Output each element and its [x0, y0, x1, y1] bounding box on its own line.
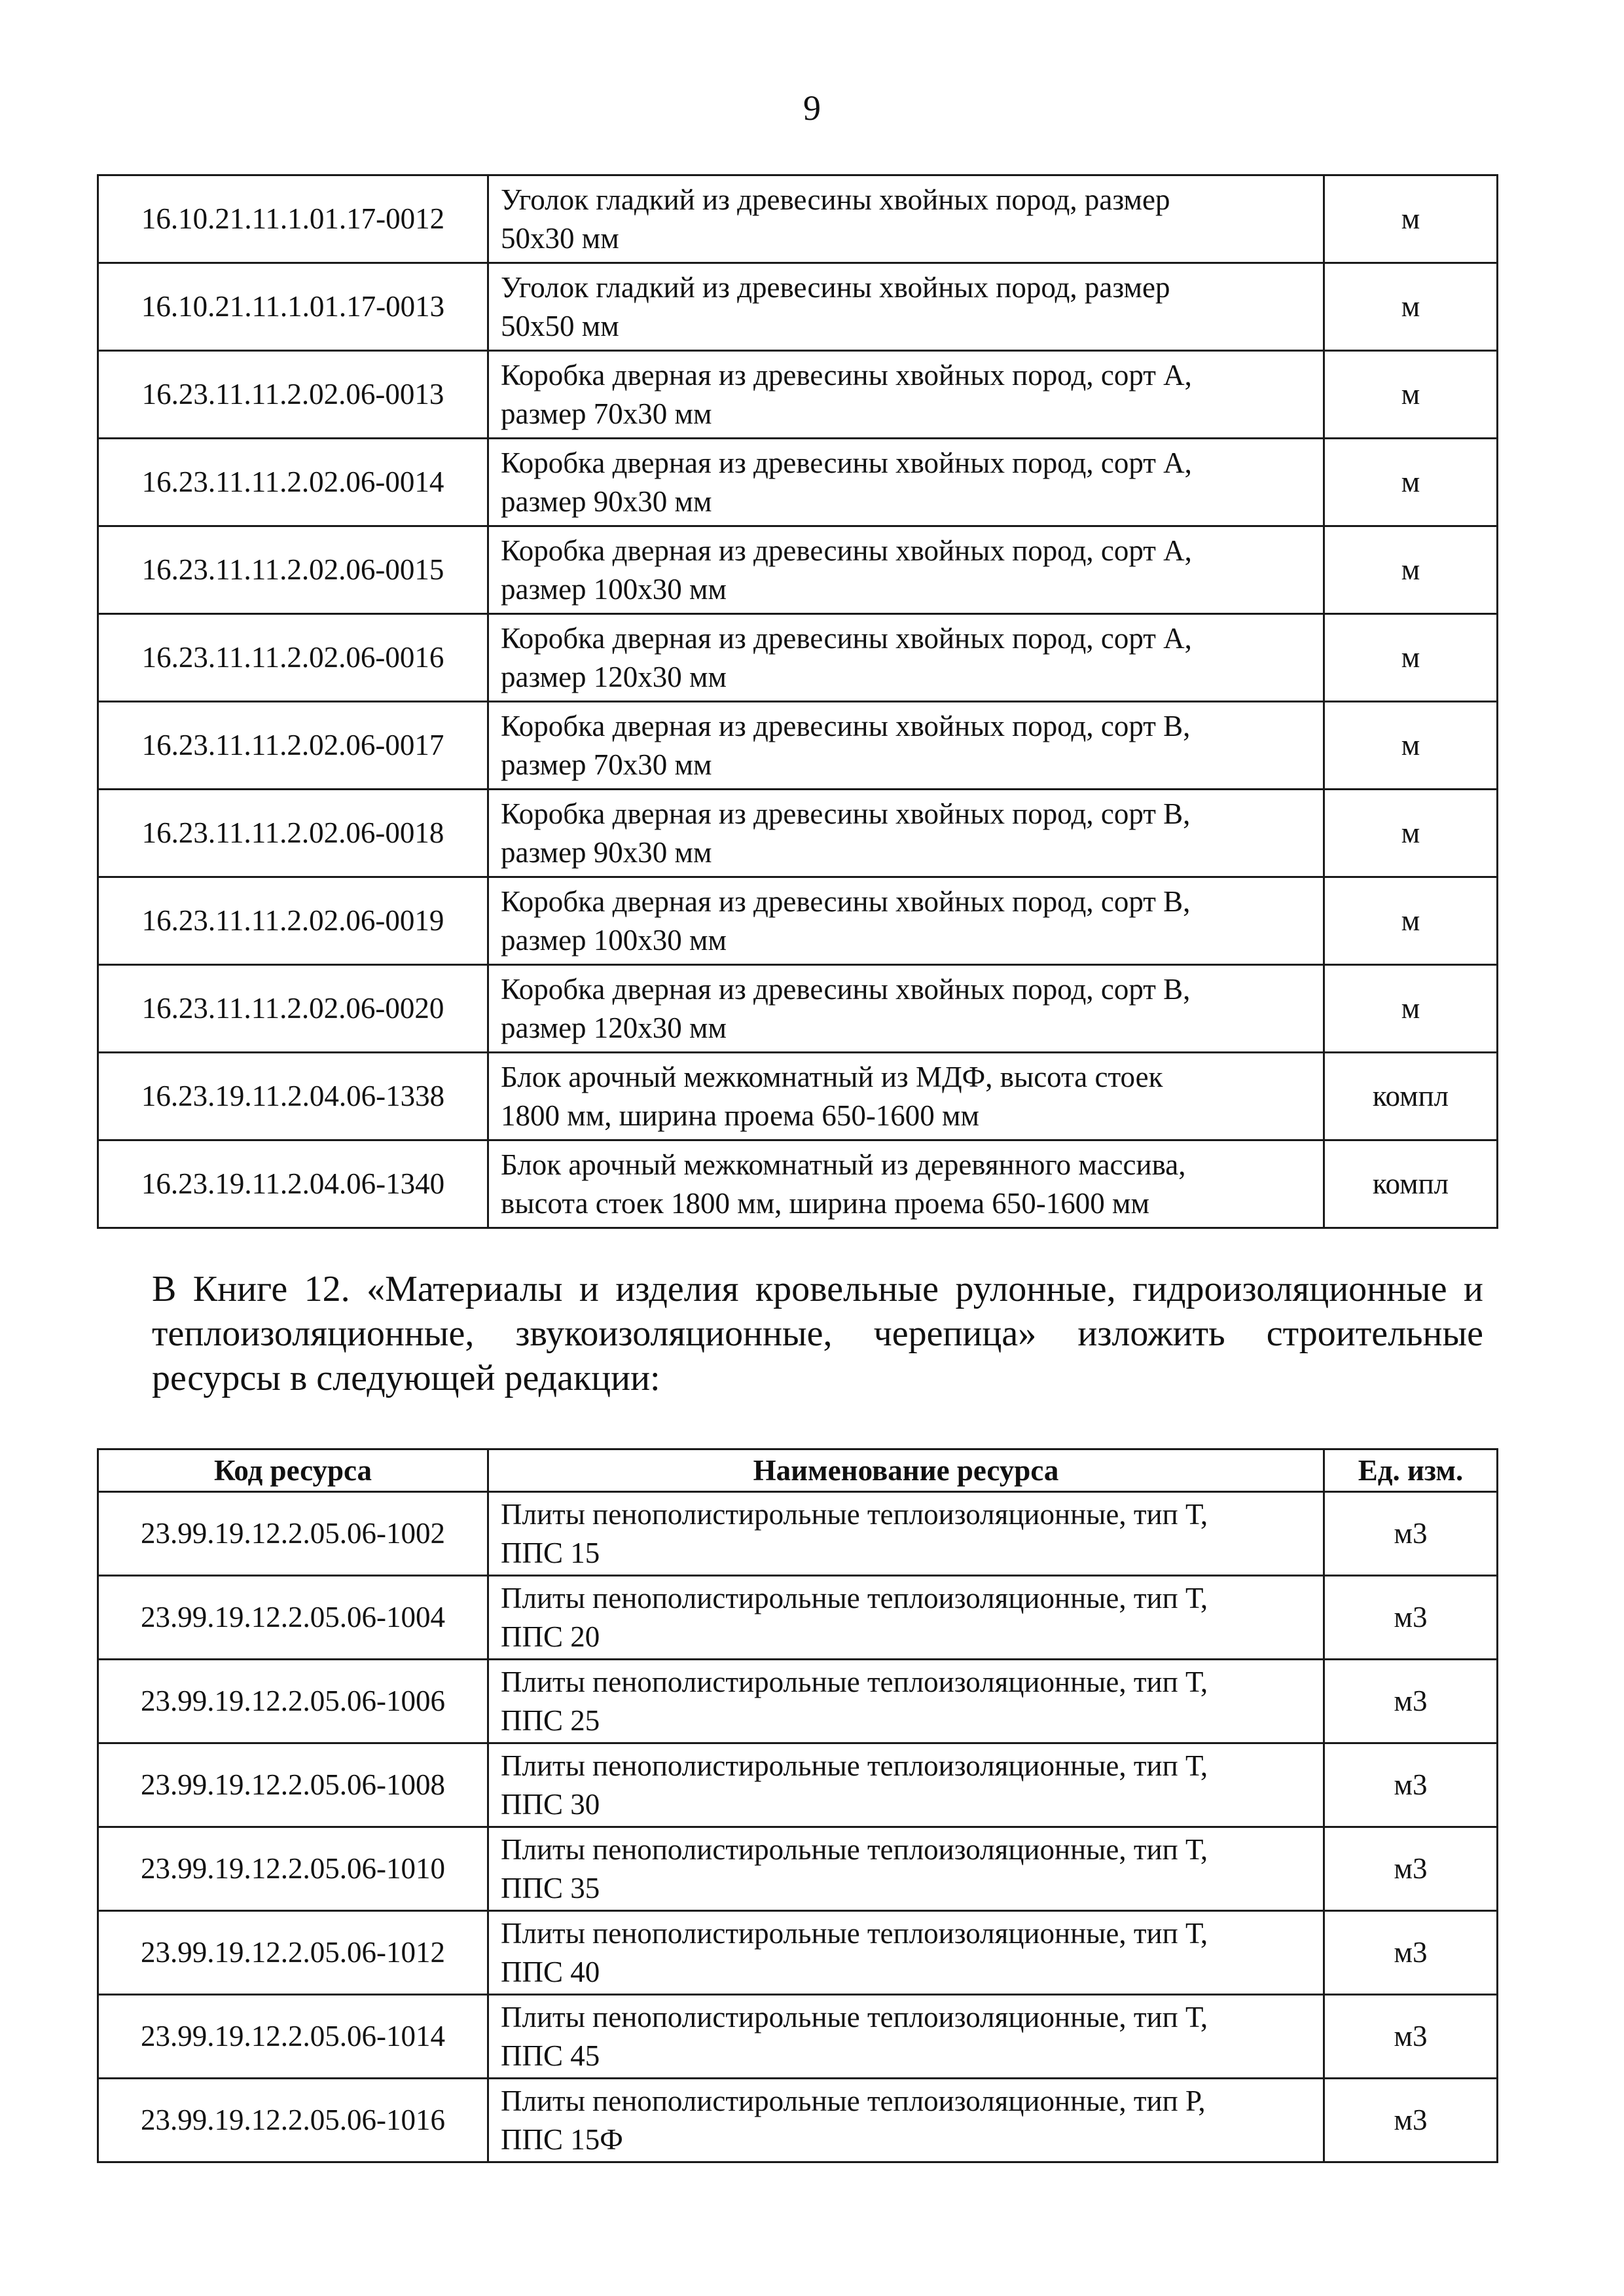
resource-name-line-1: Коробка дверная из древесины хвойных пород, сорт В,	[501, 885, 1191, 918]
resource-name-cell	[488, 263, 1324, 351]
table-header-row	[98, 1449, 1498, 1492]
unit-cell: м3	[1324, 1660, 1498, 1743]
book-12-instruction-paragraph: В Книге 12. «Материалы и изделия кровельные рулонные, гидроизоляционные и теплоизоляционные, звукоизоляционные, черепица» изложить строительные ресурсы в следующей редакции:	[152, 1269, 1483, 1398]
resource-name-cell	[488, 1743, 1324, 1827]
table-row	[98, 1911, 1498, 1995]
resource-name-line-2: ППС 45	[501, 2039, 600, 2072]
resource-name-cell	[488, 702, 1324, 790]
resource-name-line-2: размер 90х30 мм	[501, 484, 712, 518]
resource-name-cell	[488, 1660, 1324, 1743]
table-body	[98, 175, 1498, 1228]
resource-name-line-1: Коробка дверная из древесины хвойных пород, сорт А,	[501, 534, 1192, 567]
resource-name-line-2: 1800 мм, ширина проема 650-1600 мм	[501, 1099, 980, 1132]
resource-name-line-1: Плиты пенополистирольные теплоизоляционные, тип Т,	[501, 1666, 1208, 1698]
unit-cell: м	[1324, 526, 1498, 614]
resource-name-line-1: Плиты пенополистирольные теплоизоляционные, тип Т,	[501, 2001, 1208, 2033]
resource-name-line-2: размер 70х30 мм	[501, 397, 712, 430]
resource-name-line-1: Плиты пенополистирольные теплоизоляционные, тип Т,	[501, 1833, 1208, 1866]
resource-name-line-1: Блок арочный межкомнатный из МДФ, высота стоек	[501, 1061, 1163, 1093]
unit-cell: м	[1324, 877, 1498, 965]
unit-cell: м3	[1324, 1827, 1498, 1911]
resource-code-cell: 23.99.19.12.2.05.06-1004	[98, 1576, 488, 1660]
resource-name-line-2: ППС 40	[501, 1955, 600, 1988]
unit-cell: м3	[1324, 1576, 1498, 1660]
resource-name-line-1: Плиты пенополистирольные теплоизоляционные, тип Т,	[501, 1749, 1208, 1782]
resource-code-cell: 23.99.19.12.2.05.06-1016	[98, 2079, 488, 2162]
table-row	[98, 1995, 1498, 2079]
unit-cell: м3	[1324, 1492, 1498, 1576]
resource-name-cell	[488, 1576, 1324, 1660]
unit-cell: компл	[1324, 1140, 1498, 1228]
resource-name-line-2: ППС 20	[501, 1620, 600, 1653]
resource-code-cell: 16.23.11.11.2.02.06-0017	[98, 702, 488, 790]
resource-name-line-1: Коробка дверная из древесины хвойных пород, сорт А,	[501, 359, 1192, 392]
resource-code-cell: 16.23.19.11.2.04.06-1340	[98, 1140, 488, 1228]
resource-name-cell	[488, 1140, 1324, 1228]
resource-name-cell	[488, 877, 1324, 965]
resource-name-line-1: Плиты пенополистирольные теплоизоляционные, тип Т,	[501, 1498, 1208, 1531]
column-header-code: Код ресурса	[98, 1449, 488, 1492]
table-row	[98, 2079, 1498, 2162]
table-row	[98, 175, 1498, 263]
table-row	[98, 702, 1498, 790]
resource-name-line-1: Плиты пенополистирольные теплоизоляционные, тип Т,	[501, 1582, 1208, 1614]
resource-code-cell: 16.23.11.11.2.02.06-0020	[98, 965, 488, 1053]
table-row	[98, 1576, 1498, 1660]
resource-name-line-2: 50х50 мм	[501, 309, 619, 342]
table-body	[98, 1492, 1498, 2162]
column-header-unit: Ед. изм.	[1324, 1449, 1498, 1492]
resource-code-cell: 23.99.19.12.2.05.06-1008	[98, 1743, 488, 1827]
resource-name-line-2: ППС 35	[501, 1871, 600, 1904]
table-row	[98, 1492, 1498, 1576]
resource-code-cell: 16.23.11.11.2.02.06-0015	[98, 526, 488, 614]
resource-code-cell: 16.23.11.11.2.02.06-0018	[98, 790, 488, 877]
resource-name-cell	[488, 1827, 1324, 1911]
resource-code-cell: 16.23.11.11.2.02.06-0019	[98, 877, 488, 965]
resource-name-cell	[488, 614, 1324, 702]
table-row	[98, 1660, 1498, 1743]
table-row	[98, 439, 1498, 526]
resource-name-line-2: высота стоек 1800 мм, ширина проема 650-1600 мм	[501, 1186, 1149, 1220]
unit-cell: м	[1324, 614, 1498, 702]
table-row	[98, 877, 1498, 965]
unit-cell: м3	[1324, 1743, 1498, 1827]
resource-name-cell	[488, 526, 1324, 614]
resource-table-insulation	[97, 1448, 1498, 2163]
resource-name-cell	[488, 1911, 1324, 1995]
resource-name-line-2: размер 100х30 мм	[501, 572, 727, 606]
table-row	[98, 790, 1498, 877]
resource-name-cell	[488, 1995, 1324, 2079]
resource-name-line-2: размер 100х30 мм	[501, 923, 727, 957]
resource-name-line-2: размер 120х30 мм	[501, 660, 727, 693]
unit-cell: м	[1324, 439, 1498, 526]
resource-code-cell: 16.23.11.11.2.02.06-0016	[98, 614, 488, 702]
resource-code-cell: 23.99.19.12.2.05.06-1014	[98, 1995, 488, 2079]
resource-name-line-2: ППС 25	[501, 1704, 600, 1737]
resource-name-line-1: Коробка дверная из древесины хвойных пород, сорт В,	[501, 797, 1191, 830]
resource-name-line-2: ППС 15Ф	[501, 2123, 623, 2156]
resource-name-cell	[488, 439, 1324, 526]
table-row	[98, 1827, 1498, 1911]
resource-name-cell	[488, 351, 1324, 439]
resource-name-line-2: ППС 15	[501, 1536, 600, 1569]
table-row	[98, 1053, 1498, 1140]
resource-name-cell	[488, 1053, 1324, 1140]
unit-cell: м	[1324, 965, 1498, 1053]
table-row	[98, 1140, 1498, 1228]
resource-name-line-2: размер 70х30 мм	[501, 748, 712, 781]
resource-name-cell	[488, 965, 1324, 1053]
unit-cell: м	[1324, 175, 1498, 263]
unit-cell: м3	[1324, 1995, 1498, 2079]
resource-code-cell: 16.10.21.11.1.01.17-0012	[98, 175, 488, 263]
resource-code-cell: 23.99.19.12.2.05.06-1002	[98, 1492, 488, 1576]
unit-cell: компл	[1324, 1053, 1498, 1140]
resource-name-line-1: Коробка дверная из древесины хвойных пород, сорт В,	[501, 710, 1191, 742]
table-row	[98, 965, 1498, 1053]
resource-name-cell	[488, 175, 1324, 263]
column-header-name: Наименование ресурса	[488, 1449, 1324, 1492]
resource-name-line-1: Плиты пенополистирольные теплоизоляционные, тип Р,	[501, 2085, 1206, 2117]
unit-cell: м3	[1324, 2079, 1498, 2162]
resource-code-cell: 23.99.19.12.2.05.06-1010	[98, 1827, 488, 1911]
unit-cell: м	[1324, 790, 1498, 877]
resource-code-cell: 16.23.19.11.2.04.06-1338	[98, 1053, 488, 1140]
resource-name-line-1: Уголок гладкий из древесины хвойных пород, размер	[501, 183, 1170, 216]
resource-code-cell: 16.23.11.11.2.02.06-0014	[98, 439, 488, 526]
unit-cell: м	[1324, 702, 1498, 790]
unit-cell: м	[1324, 351, 1498, 439]
resource-name-line-2: размер 90х30 мм	[501, 835, 712, 869]
resource-table-wood	[97, 174, 1498, 1229]
resource-name-line-2: ППС 30	[501, 1787, 600, 1821]
resource-name-line-1: Уголок гладкий из древесины хвойных пород, размер	[501, 271, 1170, 304]
resource-name-line-1: Блок арочный межкомнатный из деревянного массива,	[501, 1148, 1186, 1181]
resource-name-line-1: Плиты пенополистирольные теплоизоляционные, тип Т,	[501, 1917, 1208, 1950]
table-row	[98, 526, 1498, 614]
unit-cell: м	[1324, 263, 1498, 351]
resource-name-cell	[488, 2079, 1324, 2162]
unit-cell: м3	[1324, 1911, 1498, 1995]
resource-code-cell: 16.23.11.11.2.02.06-0013	[98, 351, 488, 439]
resource-name-line-2: размер 120х30 мм	[501, 1011, 727, 1044]
resource-code-cell: 23.99.19.12.2.05.06-1012	[98, 1911, 488, 1995]
resource-name-cell	[488, 790, 1324, 877]
table-row	[98, 614, 1498, 702]
resource-name-line-1: Коробка дверная из древесины хвойных пород, сорт В,	[501, 973, 1191, 1006]
page-number: 9	[803, 88, 821, 128]
resource-name-line-1: Коробка дверная из древесины хвойных пород, сорт А,	[501, 622, 1192, 655]
table-row	[98, 1743, 1498, 1827]
resource-name-line-2: 50х30 мм	[501, 221, 619, 255]
table-row	[98, 263, 1498, 351]
resource-code-cell: 16.10.21.11.1.01.17-0013	[98, 263, 488, 351]
resource-code-cell: 23.99.19.12.2.05.06-1006	[98, 1660, 488, 1743]
resource-name-line-1: Коробка дверная из древесины хвойных пород, сорт А,	[501, 446, 1192, 479]
resource-name-cell	[488, 1492, 1324, 1576]
table-row	[98, 351, 1498, 439]
